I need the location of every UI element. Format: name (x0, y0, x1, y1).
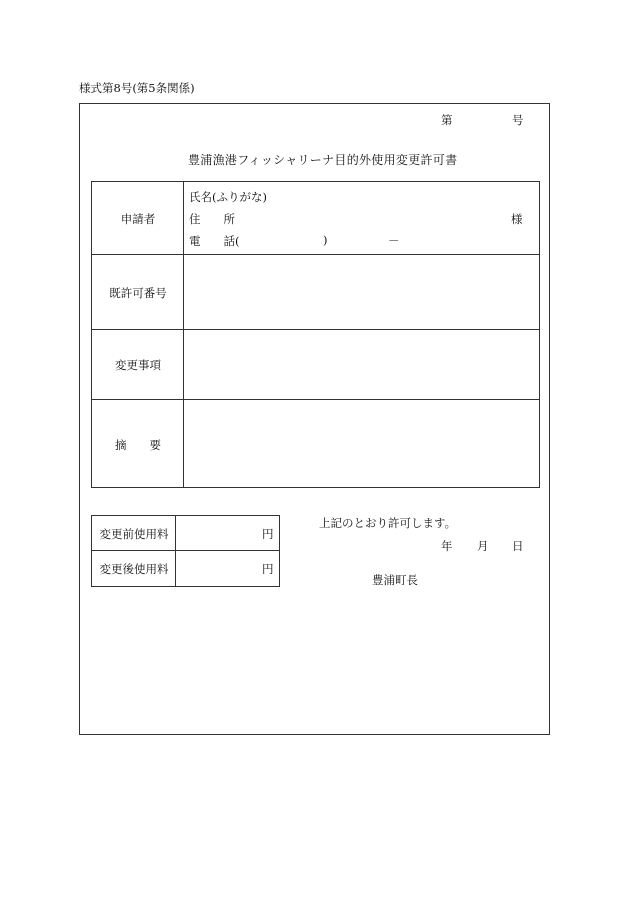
fee-before-label: 変更前使用料 (99, 527, 169, 541)
date-year-label: 年 (441, 539, 453, 553)
table-row-divider (92, 399, 539, 400)
table-row-divider (92, 254, 539, 255)
phone-label: 電 話( (189, 234, 240, 248)
form-number-label: 様式第8号(第5条関係) (79, 81, 195, 95)
change-items-label: 変更事項 (115, 358, 161, 372)
table-row-divider (92, 329, 539, 330)
permit-statement: 上記のとおり許可します。 (319, 516, 457, 530)
name-label: 氏名(ふりがな) (189, 190, 267, 204)
honorific-label: 様 (511, 212, 523, 226)
fee-before-unit: 円 (262, 527, 274, 541)
document-title: 豊浦漁港フィッシャリーナ目的外使用変更許可書 (188, 153, 458, 167)
date-month-label: 月 (477, 539, 489, 553)
number-dai-label: 第 (441, 113, 453, 127)
applicant-label: 申請者 (120, 212, 156, 226)
phone-close-paren: ) (323, 233, 328, 247)
application-table (91, 181, 540, 488)
date-day-label: 日 (512, 539, 524, 553)
number-go-label: 号 (512, 113, 524, 127)
summary-label: 摘 要 (115, 438, 161, 452)
fee-after-label: 変更後使用料 (99, 562, 169, 576)
phone-dash: － (388, 234, 400, 248)
fee-after-unit: 円 (262, 562, 274, 576)
fee-row-divider (92, 550, 279, 551)
address-label: 住 所 (189, 212, 235, 226)
issuer-label: 豊浦町長 (372, 573, 418, 587)
fee-table (91, 515, 280, 587)
existing-permit-number-label: 既許可番号 (109, 286, 167, 300)
